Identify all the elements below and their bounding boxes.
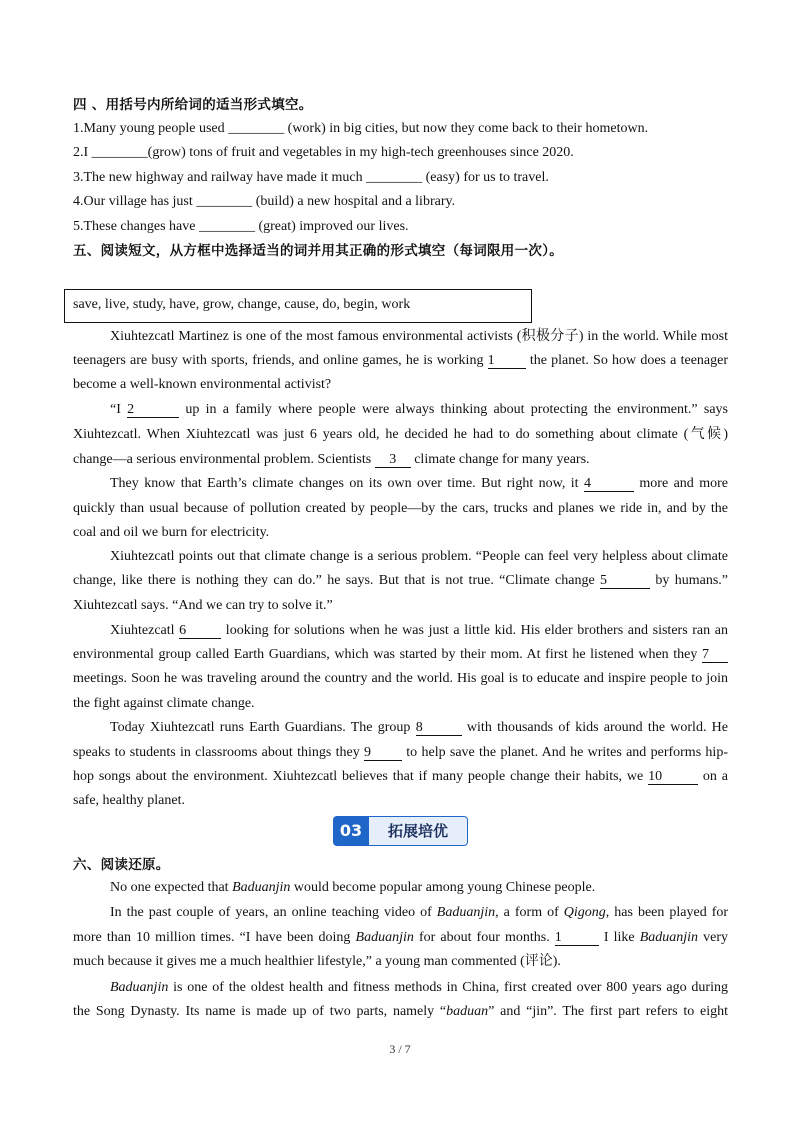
passage-line: hop songs about the environment. Xiuhtezcatl believes that if many people change their habits, we 10 on a	[73, 769, 728, 784]
answer-blank-5[interactable]: 5	[600, 573, 650, 589]
passage-line: Today Xiuhtezcatl runs Earth Guardians. The group 8 with thousands of kids around the world. He	[110, 720, 729, 735]
page-number: 3 / 7	[389, 1042, 411, 1056]
passage-line: Xiuhtezcatl points out that climate change is a serious problem. “People can feel very helpless about climate	[110, 549, 728, 564]
passage-line: environmental group called Earth Guardians, which was started by their mom. At first he listened when they 7	[73, 646, 728, 664]
section4-item-2: 2.I ________(grow) tons of fruit and vegetables in my high-tech greenhouses since 2020.	[73, 145, 574, 160]
answer-blank-8[interactable]: 8	[416, 720, 462, 736]
passage-line: Xiuhtezcatl 6 looking for solutions when he was just a little kid. His elder brothers and sisters ran an	[110, 623, 728, 638]
answer-blank-s6-1[interactable]: 1	[555, 930, 599, 946]
passage-line: meetings. Soon he was traveling around the country and the world. His goal is to educate and inspire people to join	[73, 671, 728, 686]
answer-blank-7[interactable]: 7	[702, 647, 728, 663]
passage-line: teenagers are busy with sports, friends, and online games, he is working 1 the planet. So how does a teenager	[73, 353, 728, 368]
passage-line: the fight against climate change.	[73, 696, 255, 711]
section4-item-3: 3.The new highway and railway have made it much ________ (easy) for us to travel.	[73, 170, 549, 185]
answer-blank-6[interactable]: 6	[179, 623, 221, 639]
passage-line: quickly than usual because of pollution created by people—by the cars, trucks and planes we ride in, and by the	[73, 501, 728, 516]
passage-line: “I 2 up in a family where people were always thinking about protecting the environment.” says	[110, 402, 728, 417]
badge-label: 拓展培优	[369, 816, 468, 846]
passage-line: change—a serious environmental problem. Scientists 3 climate change for many years.	[73, 452, 590, 467]
passage-line: speaks to students in classrooms about things they 9 to help save the planet. And he writes and performs hip-	[73, 745, 728, 760]
answer-blank-10[interactable]: 10	[648, 769, 698, 785]
passage-line: No one expected that Baduanjin would become popular among young Chinese people.	[110, 880, 596, 895]
badge-number: 03	[333, 816, 369, 846]
passage-line: Xiuhtezcatl says. “And we can try to solve it.”	[73, 598, 333, 613]
answer-blank[interactable]: ________	[91, 145, 148, 160]
passage-line: change, like there is nothing they can do.” he says. But that is not true. “Climate change 5 by humans.”	[73, 573, 728, 588]
passage-line: In the past couple of years, an online teaching video of Baduanjin, a form of Qigong, has been played for	[110, 905, 729, 920]
answer-blank-3[interactable]: 3	[375, 452, 411, 468]
passage-line: Xiuhtezcatl. When Xiuhtezcatl was just 6 years old, he decided he had to do something about climate (气候)	[73, 427, 728, 442]
section5-heading: 五、阅读短文，从方框中选择适当的词并用其正确的形式填空（每词限用一次）。	[73, 243, 564, 259]
answer-blank-9[interactable]: 9	[364, 745, 402, 761]
answer-blank[interactable]: ________	[196, 194, 253, 209]
answer-blank[interactable]: ________	[198, 219, 255, 234]
passage-line: safe, healthy planet.	[73, 793, 185, 808]
section4-heading: 四 、用括号内所给词的适当形式填空。	[73, 97, 313, 113]
answer-blank-4[interactable]: 4	[584, 476, 634, 492]
word-box-text: save, live, study, have, grow, change, cause, do, begin, work	[73, 297, 411, 312]
passage-line: the Song Dynasty. Its name is made up of two parts, namely “baduan” and “jin”. The first part refers to eight	[73, 1004, 728, 1019]
answer-blank-1[interactable]: 1	[488, 353, 526, 369]
passage-line: Baduanjin is one of the oldest health and fitness methods in China, first created over 800 years ago during	[110, 980, 728, 995]
answer-blank[interactable]: ________	[366, 170, 423, 185]
section6-heading: 六、阅读还原。	[73, 857, 170, 873]
word-box	[64, 289, 532, 323]
section4-item-5: 5.These changes have ________ (great) improved our lives.	[73, 219, 409, 234]
passage-line: coal and oil we burn for electricity.	[73, 525, 270, 540]
passage-line: much because it gives me a much healthier lifestyle,” a young man commented (评论).	[73, 954, 561, 969]
answer-blank[interactable]: ________	[228, 121, 285, 136]
section4-item-4: 4.Our village has just ________ (build) a new hospital and a library.	[73, 194, 456, 209]
section-badge	[333, 816, 469, 846]
passage-line: They know that Earth’s climate changes on its own over time. But right now, it 4 more and more	[110, 476, 728, 491]
answer-blank-2[interactable]: 2	[127, 402, 179, 418]
passage-line: more than 10 million times. “I have been doing Baduanjin for about four months. 1 I like Baduanjin very	[73, 930, 728, 945]
passage-line: Xiuhtezcatl Martinez is one of the most famous environmental activists (积极分子) in the world. While most	[110, 329, 728, 344]
section4-item-1: 1.Many young people used ________ (work) in big cities, but now they come back to their hometown.	[73, 121, 649, 136]
passage-line: become a well-known environmental activist?	[73, 377, 332, 392]
